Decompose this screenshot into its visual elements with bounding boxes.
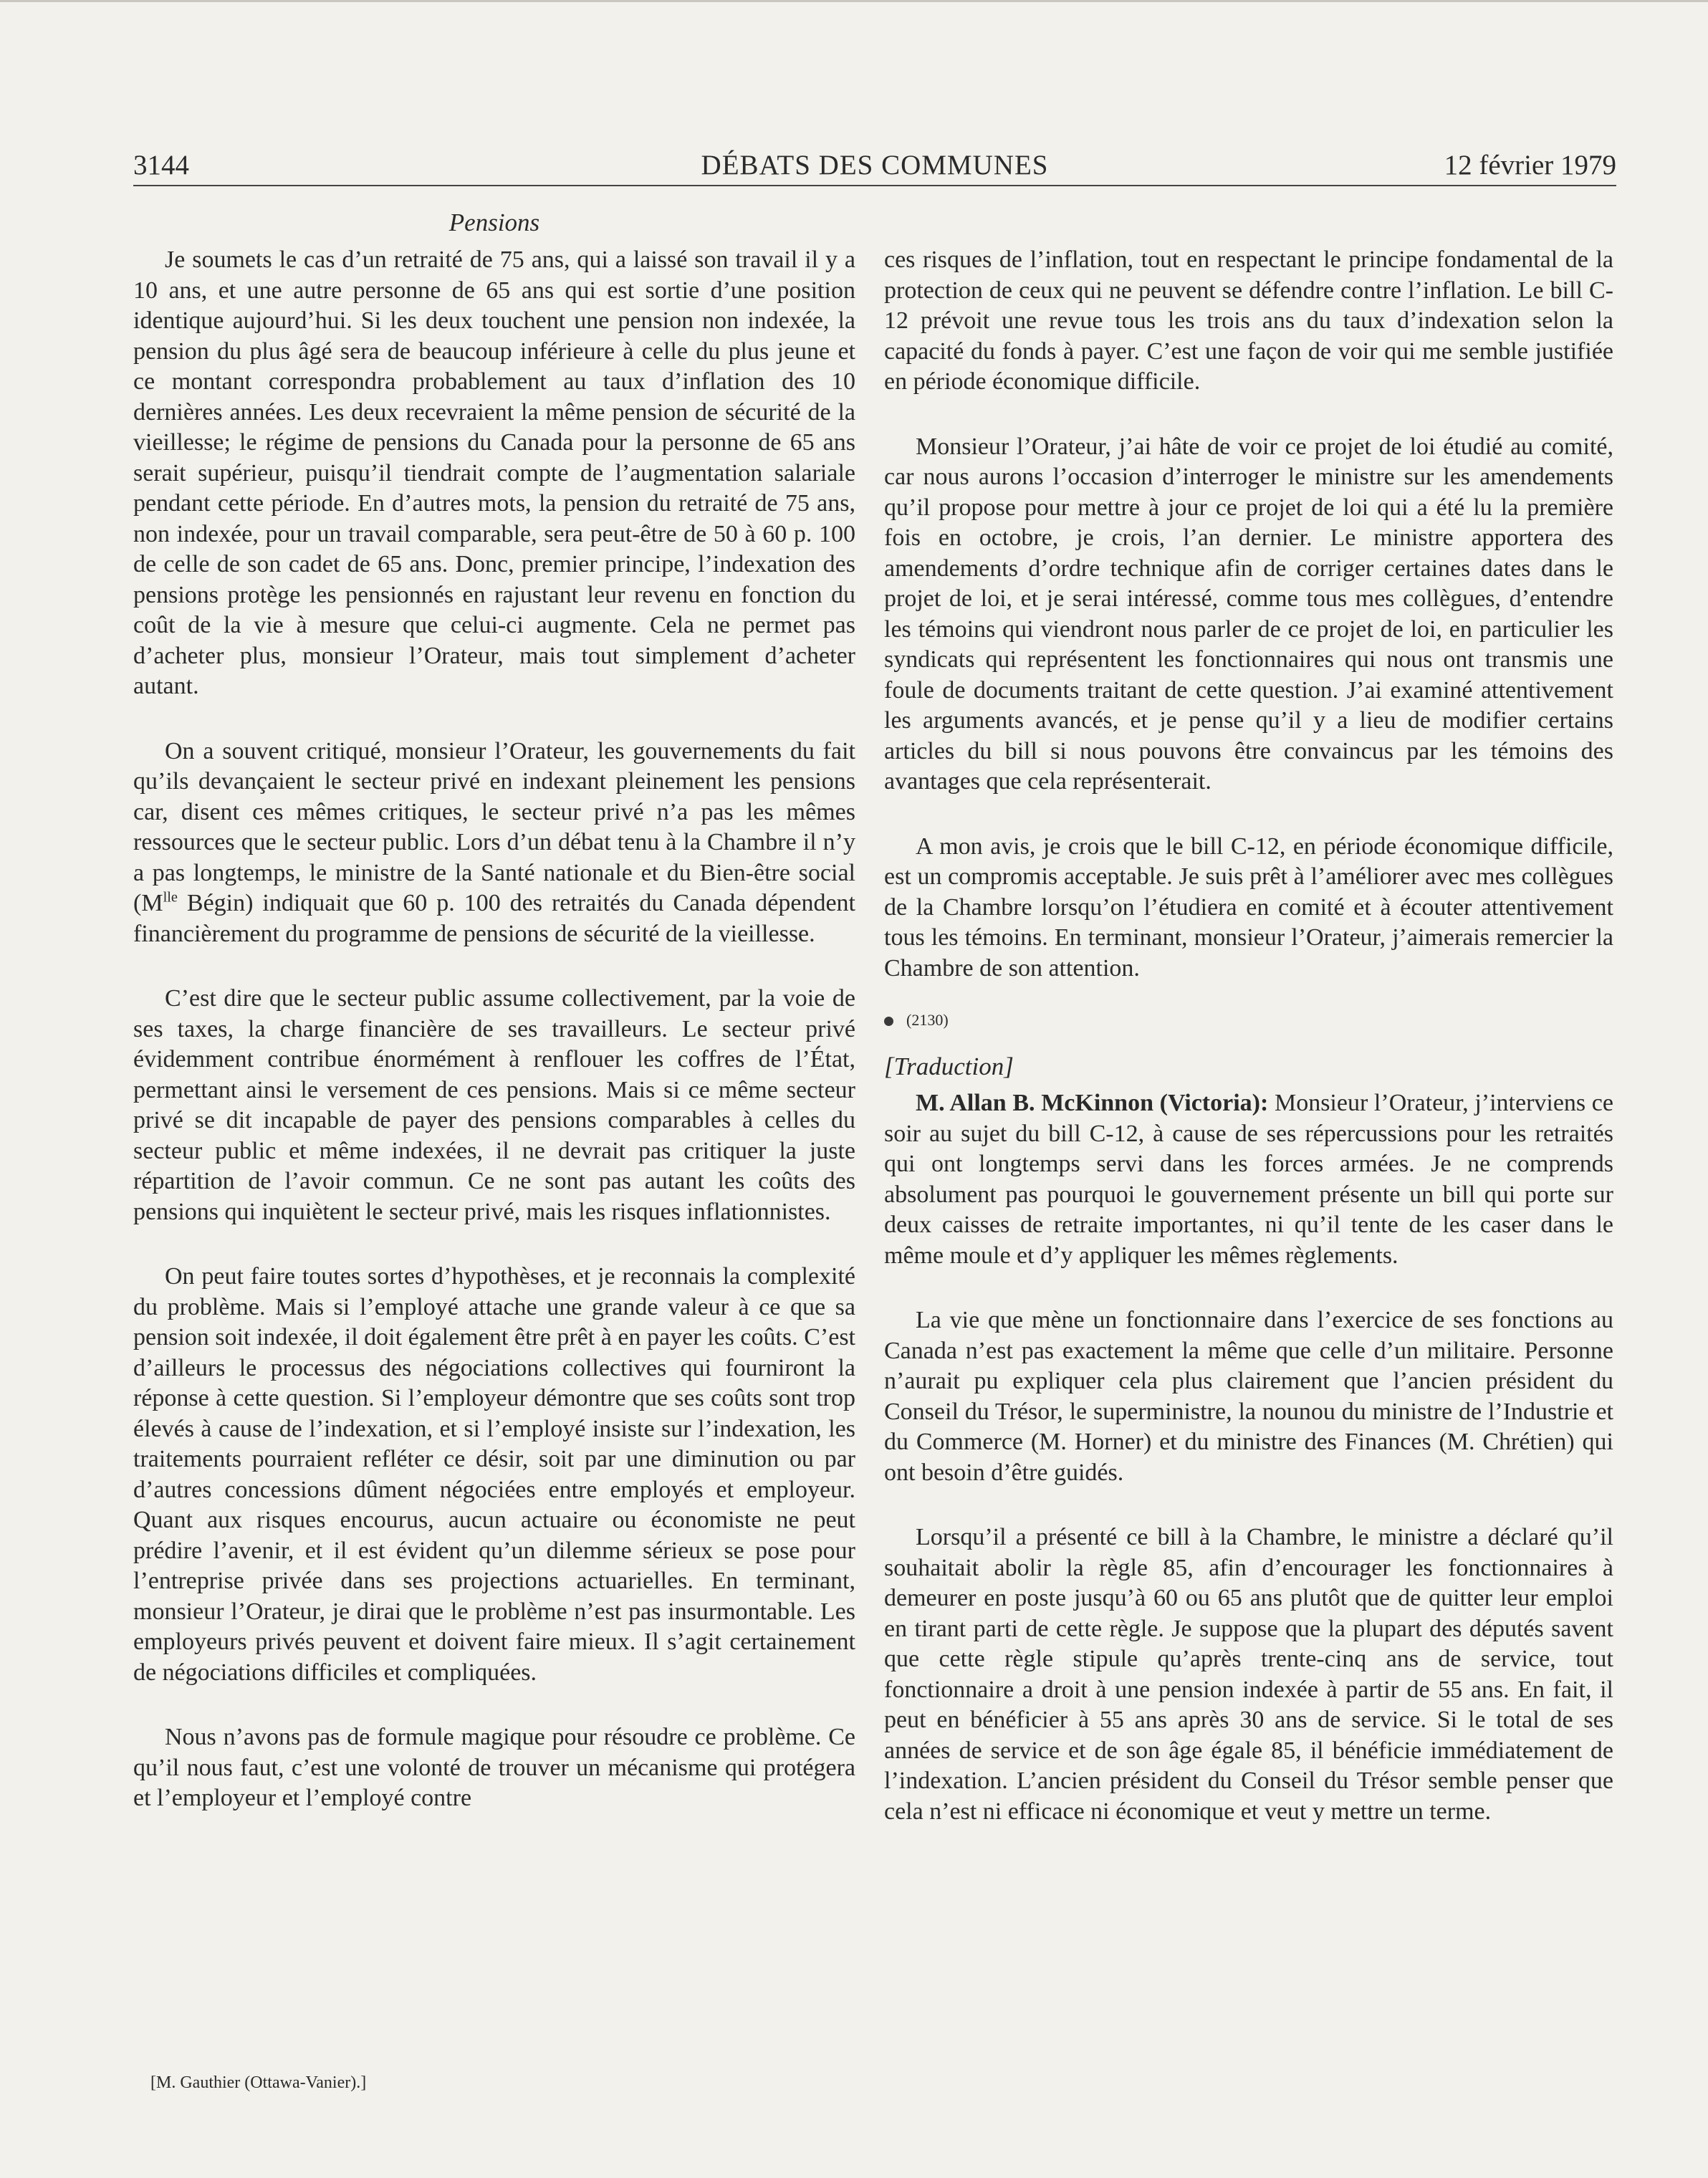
page-number: 3144 — [133, 150, 189, 181]
paragraph: Nous n’avons pas de formule magique pour résoudre ce problème. Ce qu’il nous faut, c’est une volonté de trouver un mécanisme qui protégera et l’employeur et l’employé contre — [133, 1724, 855, 1811]
bullet-icon — [884, 1017, 893, 1026]
left-column — [133, 208, 855, 1814]
page-header — [133, 148, 1616, 183]
speaker-footnote: [M. Gauthier (Ottawa-Vanier).] — [150, 2073, 367, 2092]
paragraph: Lorsqu’il a présenté ce bill à la Chambre, le ministre a déclaré qu’il souhaitait abolir la règle 85, afin d’encourager les fonctionnaires à demeurer en poste jusqu’à 60 ou 65 ans plutôt que de quitter leur emploi en tirant parti de cette règle. Je suppose que la plupart des députés savent que cette règle stipule qu’après trente-cinq ans de service, tout fonctionnaire a droit à une pension indexée à partir de 55 ans. En fait, il peut en bénéficier à 55 ans après 30 ans de service. Si le total de ses années de service et de son âge égale 85, il bénéficie immédiatement de l’indexation. L’ancien président du Conseil du Trésor semble penser que cela n’est ni efficace ni économique et veut y mettre un terme. — [884, 1524, 1613, 1825]
superscript: lle — [163, 889, 178, 906]
paragraph — [133, 737, 855, 950]
paragraph: ces risques de l’inflation, tout en respectant le principe fondamental de la protection de ceux qui ne peuvent se défendre contre l’inflation. Le bill C-12 prévoit une revue tous les trois ans du taux d’indexation selon la capacité du fonds à payer. C’est une façon de voir qui me semble justifiée en période économique difficile. — [884, 246, 1613, 395]
right-column — [884, 245, 1613, 1827]
paragraph: La vie que mène un fonctionnaire dans l’exercice de ses fonctions au Canada n’est pas exactement la même que celle d’un militaire. Personne n’aurait pu expliquer cela plus clairement que l’ancien président du Conseil du Trésor, le superministre, la nounou du ministre de l’Industrie et du Commerce (M. Horner) et du ministre des Finances (M. Chrétien) qui ont besoin d’être guidés. — [884, 1307, 1613, 1486]
publication-date: 12 février 1979 — [1444, 150, 1616, 181]
paragraph-text: Bégin) indiquait que 60 p. 100 des retraités du Canada dépendent financièrement du programme de pensions de sécurité de la vieillesse. — [133, 890, 855, 947]
translation-label: [Traduction] — [884, 1052, 1014, 1080]
paragraph-text: Monsieur l’Orateur, j’interviens ce soir au sujet du bill C-12, à cause de ses répercussions pour les retraités qui ont longtemps servi dans les forces armées. Je ne comprends absolument pas pourquoi le gouvernement présente un bill qui porte sur deux caisses de retraite importantes, ni qu’il tente de les caser dans le même moule et d’y appliquer les mêmes règlements. — [884, 1090, 1613, 1269]
paragraph: C’est dire que le secteur public assume collectivement, par la voie de ses taxes, la charge financière de ses travailleurs. Le secteur privé évidemment contribue énormément à renflouer les coffres de l’État, permettant ainsi le versement de ces pensions. Mais si ce même secteur privé se dit incapable de payer des pensions comparables à celles du secteur public et même indexées, il ne devrait pas critiquer la juste répartition de l’avoir commun. Ce ne sont pas autant les coûts des pensions qui inquiètent le secteur privé, mais les risques inflationnistes. — [133, 985, 855, 1225]
paragraph: Monsieur l’Orateur, j’ai hâte de voir ce projet de loi étudié au comité, car nous aurons l’occasion d’interroger le ministre sur les amendements qu’il propose pour mettre à jour ce projet de loi qui a été lu la première fois en octobre, je crois, l’an dernier. Le ministre apportera des amendements d’ordre technique afin de corriger certaines dates dans le projet de loi, et je serai intéressé, comme tous mes collègues, d’entendre les témoins qui viendront nous parler de ce projet de loi, en particulier les syndicats qui représentent les fonctionnaires qui nous ont transmis une foule de documents traitant de cette question. J’ai examiné attentivement les arguments avancés, et je pense qu’il y a lieu de modifier certains articles du bill si nous pouvons être convaincus par les témoins des avantages que cela représenterait. — [884, 433, 1613, 795]
paragraph-text: On a souvent critiqué, monsieur l’Orateur, les gouvernements du fait qu’ils devançaient le secteur privé en indexant pleinement les pensions car, disent ces mêmes critiques, le secteur privé n’a pas les mêmes ressources que le secteur public. Lors d’un débat tenu à la Chambre il n’y a pas longtemps, le ministre de la Santé nationale et du Bien-être social (M — [133, 737, 855, 916]
paragraph: On peut faire toutes sortes d’hypothèses, et je reconnais la complexité du problème. Mais si l’employé attache une grande valeur à ce que sa pension soit indexée, il doit également être prêt à en payer les coûts. C’est d’ailleurs le processus des négociations collectives qui fourniront la réponse à cette question. Si l’employeur démontre que ses coûts sont trop élevés à cause de l’indexation, et si l’employé insiste sur l’indexation, les traitements pourraient refléter ce désir, soit par une diminution ou par d’autres concessions dûment négociées entre employés et employeur. Quant aux risques encourus, aucun actuaire ou économiste ne peut prédire l’avenir, et il est évident qu’un dilemme sérieux se pose pour l’entreprise privée dans ses projections actuarielles. En terminant, monsieur l’Orateur, je dirai que le problème n’est pas insurmontable. Les employeurs privés peuvent et doivent faire mieux. Il s’agit certainement de négociations difficiles et compliquées. — [133, 1263, 855, 1686]
section-title: Pensions — [448, 208, 540, 236]
speaker-name: M. Allan B. McKinnon (Victoria): — [916, 1090, 1269, 1116]
page-edge — [0, 0, 1708, 2]
publication-title: DÉBATS DES COMMUNES — [701, 150, 1049, 181]
time-marker — [884, 1009, 1613, 1031]
paragraph — [884, 1088, 1613, 1271]
paragraph: Je soumets le cas d’un retraité de 75 ans, qui a laissé son travail il y a 10 ans, et une autre personne de 65 ans qui est sortie d’une position identique aujourd’hui. Si les deux touchent une pension non indexée, la pension du plus âgé sera de beaucoup inférieure à celle du plus jeune et ce montant correspondra probablement au taux d’inflation des 10 dernières années. Les deux recevraient la même pension de sécurité de la vieillesse; le régime de pensions du Canada pour la personne de 65 ans serait supérieur, puisqu’il tiendrait compte de l’augmentation salariale pendant cette période. En d’autres mots, la pension du retraité de 75 ans, non indexée, pour un travail comparable, sera peut-être de 50 à 60 p. 100 de celle de son cadet de 65 ans. Donc, premier principe, l’indexation des pensions protège les pensionnés en rajustant leur revenu en fonction du coût de la vie à mesure que celui-ci augmente. Cela ne permet pas d’acheter plus, monsieur l’Orateur, mais tout simplement d’acheter autant. — [133, 246, 855, 699]
header-rule — [133, 185, 1616, 186]
paragraph: A mon avis, je crois que le bill C-12, en période économique difficile, est un compromis acceptable. Je suis prêt à l’améliorer avec mes collègues de la Chambre lorsqu’on l’étudiera en comité et à écouter attentivement tous les témoins. En terminant, monsieur l’Orateur, j’aimerais remercier la Chambre de son attention. — [884, 833, 1613, 982]
time-marker-text: (2130) — [906, 1011, 949, 1029]
